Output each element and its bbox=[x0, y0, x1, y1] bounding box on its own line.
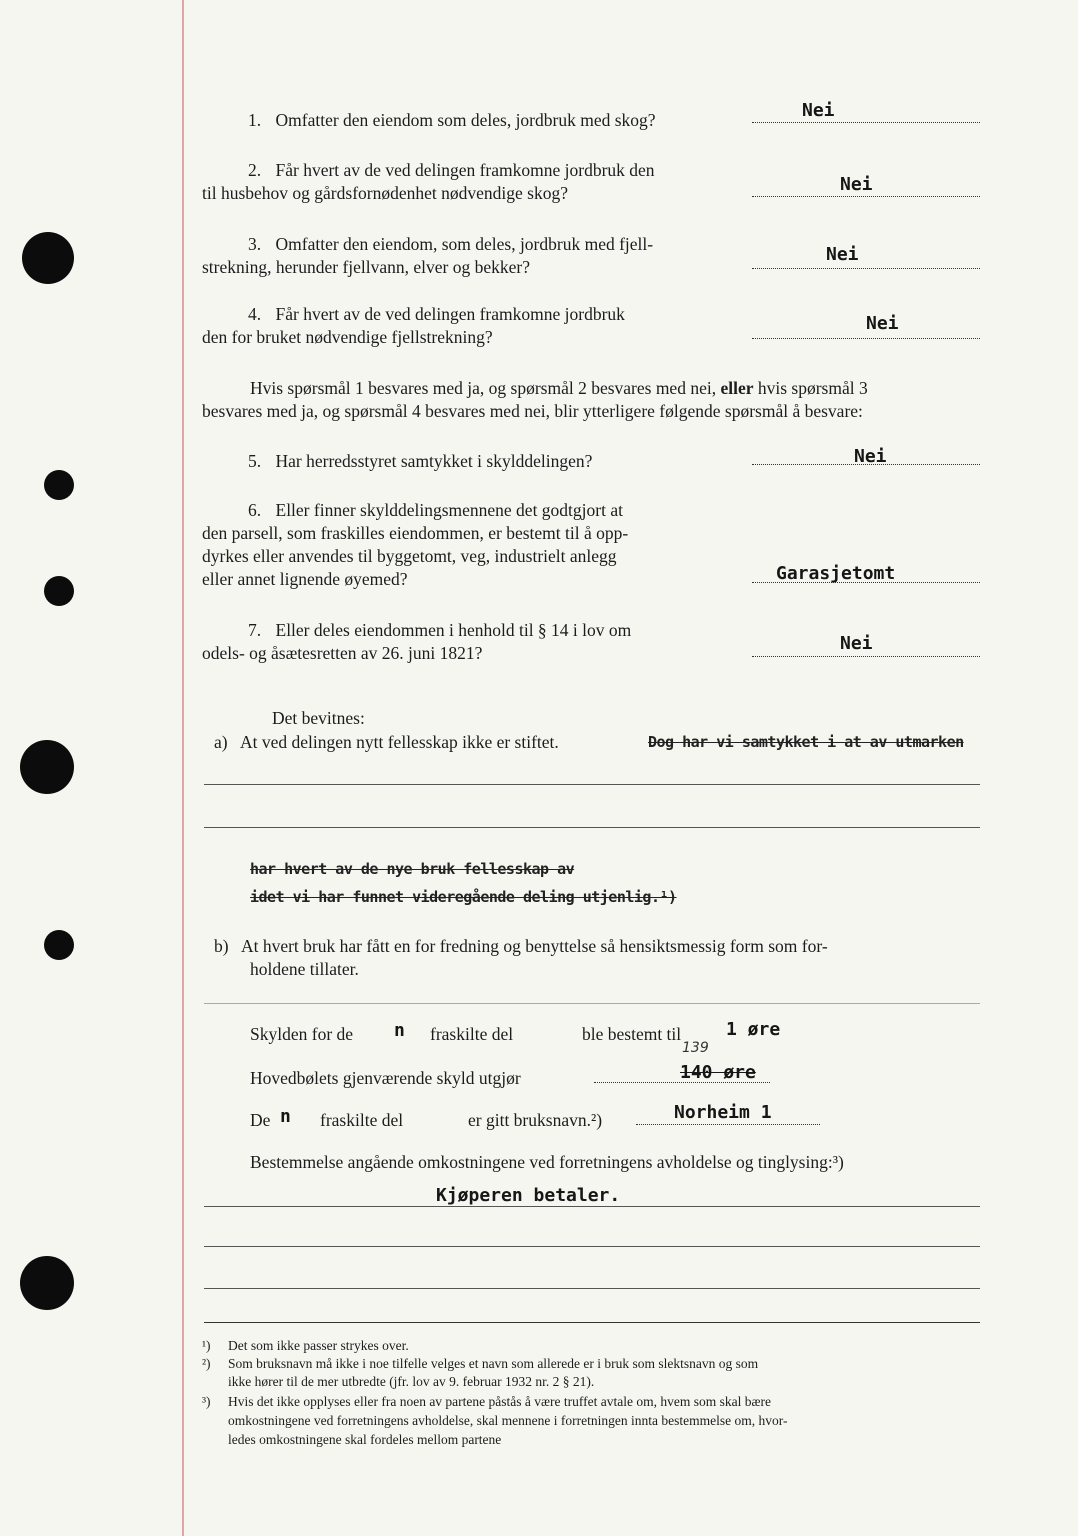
certify-b-line1 bbox=[214, 934, 828, 958]
question-text: Får hvert av de ved delingen framkomne jordbruk bbox=[275, 304, 625, 324]
footnote-3-line2: omkostningene ved forretningens avholdelse, skal mennene i forretningen innta bestemmelse om, hvor- bbox=[228, 1413, 788, 1428]
answer-q6: Garasjetomt bbox=[776, 563, 896, 584]
question-4-line1 bbox=[248, 302, 625, 326]
footnote-text: Hvis det ikke opplyses eller fra noen av partene påstås å være truffet avtale om, hvem som skal bære bbox=[228, 1394, 771, 1409]
punch-hole bbox=[44, 576, 74, 606]
question-7-line2: odels- og åsætesretten av 26. juni 1821? bbox=[202, 643, 483, 663]
question-number: 4. bbox=[248, 304, 262, 324]
question-6-line1 bbox=[248, 498, 623, 522]
question-number: 7. bbox=[248, 620, 262, 640]
answer-line bbox=[752, 196, 980, 197]
question-number: 3. bbox=[248, 234, 262, 254]
question-2-line2: til husbehov og gårdsfornødenhet nødvendige skog? bbox=[202, 183, 568, 203]
costs-value: Kjøperen betaler. bbox=[436, 1185, 621, 1206]
punch-hole bbox=[20, 1256, 74, 1310]
question-text: Omfatter den eiendom som deles, jordbruk med skog? bbox=[275, 110, 656, 130]
footnote-3-line3: ledes omkostningene skal fordeles mellom partene bbox=[228, 1432, 502, 1447]
skyld-line1 bbox=[250, 1022, 353, 1046]
skyld-text: ble bestemt til bbox=[582, 1024, 682, 1044]
question-6-line4: eller annet lignende øyemed? bbox=[202, 569, 408, 589]
blank-line bbox=[204, 1288, 980, 1289]
punch-hole bbox=[20, 740, 74, 794]
punch-hole bbox=[22, 232, 74, 284]
question-text: Omfatter den eiendom, som deles, jordbruk med fjell- bbox=[275, 234, 654, 254]
answer-line bbox=[752, 338, 980, 339]
footnote-text: Det som ikke passer strykes over. bbox=[228, 1338, 409, 1353]
blank-line bbox=[204, 827, 980, 828]
footnote-mark: ²) bbox=[202, 1356, 211, 1371]
blank-line bbox=[204, 1246, 980, 1247]
answer-q5: Nei bbox=[854, 446, 887, 467]
skyld-correction: 139 bbox=[682, 1040, 709, 1056]
answer-line bbox=[752, 656, 980, 657]
certify-a bbox=[214, 730, 559, 754]
skyld-text: Skylden for de bbox=[250, 1024, 354, 1044]
question-3-line2: strekning, herunder fjellvann, elver og bekker? bbox=[202, 257, 530, 277]
answer-q2: Nei bbox=[840, 174, 873, 195]
question-number: 1. bbox=[248, 110, 262, 130]
struck-text: idet vi har funnet videregående deling utjenlig.¹) bbox=[250, 888, 677, 906]
conditional-line2: besvares med ja, og spørsmål 4 besvares med nei, blir ytterligere følgende spørsmål å besvare: bbox=[202, 401, 863, 421]
footnote-2 bbox=[202, 1354, 759, 1373]
answer-line bbox=[636, 1124, 820, 1125]
struck-text: Dog har vi samtykket i at av utmarken bbox=[648, 733, 964, 751]
bruksnavn-value: Norheim 1 bbox=[674, 1102, 772, 1123]
question-3-line1 bbox=[248, 232, 653, 256]
answer-q1: Nei bbox=[802, 100, 835, 121]
item-label: a) bbox=[214, 732, 228, 752]
answer-line bbox=[752, 268, 980, 269]
question-6-line2: den parsell, som fraskilles eiendommen, er bestemt til å opp- bbox=[202, 523, 629, 543]
question-text: Eller deles eiendommen i henhold til § 14 i lov om bbox=[275, 620, 632, 640]
answer-q4: Nei bbox=[866, 313, 899, 334]
question-number: 2. bbox=[248, 160, 262, 180]
struck-text: har hvert av de nye bruk fellesskap av bbox=[250, 860, 575, 878]
answer-line bbox=[752, 122, 980, 123]
skyld-text: er gitt bruksnavn.²) bbox=[468, 1110, 603, 1130]
skyld-line2: Hovedbølets gjenværende skyld utgjør bbox=[250, 1068, 521, 1088]
skyld-value: 1 øre bbox=[726, 1019, 781, 1040]
skyld-remaining-value: 140 øre bbox=[680, 1062, 756, 1083]
blank-line bbox=[204, 784, 980, 785]
certify-heading: Det bevitnes: bbox=[272, 708, 365, 728]
question-5 bbox=[248, 449, 592, 473]
skyld-text: fraskilte del bbox=[430, 1024, 514, 1044]
footnote-text: Som bruksnavn må ikke i noe tilfelle velges et navn som allerede er i bruk som slektsnavn og som bbox=[228, 1356, 759, 1371]
footnote-3 bbox=[202, 1392, 771, 1411]
punch-hole bbox=[44, 930, 74, 960]
question-7-line1 bbox=[248, 618, 631, 642]
footnote-2-line2: ikke hører til de mer utbredte (jfr. lov av 9. februar 1932 nr. 2 § 21). bbox=[228, 1374, 595, 1389]
footnote-divider bbox=[204, 1322, 980, 1323]
item-label: b) bbox=[214, 936, 229, 956]
answer-q7: Nei bbox=[840, 633, 873, 654]
footnote-1 bbox=[202, 1336, 409, 1355]
skyld-text: fraskilte del bbox=[320, 1110, 404, 1130]
costs-label: Bestemmelse angående omkostningene ved forretningens avholdelse og tinglysing:³) bbox=[250, 1152, 844, 1172]
conditional-text: Hvis spørsmål 1 besvares med ja, og spørsmål 2 besvares med nei, bbox=[250, 378, 717, 398]
item-text: At ved delingen nytt fellesskap ikke er stiftet. bbox=[239, 732, 559, 752]
question-number: 6. bbox=[248, 500, 262, 520]
question-1 bbox=[248, 108, 656, 132]
footnote-mark: ³) bbox=[202, 1394, 211, 1409]
section-divider bbox=[204, 1003, 980, 1004]
skyld-fill: n bbox=[280, 1106, 291, 1127]
blank-line bbox=[204, 1206, 980, 1207]
answer-q3: Nei bbox=[826, 244, 859, 265]
item-text: At hvert bruk har fått en for fredning og benyttelse så hensiktsmessig form som for- bbox=[240, 936, 828, 956]
footnote-mark: ¹) bbox=[202, 1338, 211, 1353]
question-4-line2: den for bruket nødvendige fjellstrekning? bbox=[202, 327, 493, 347]
conditional-emphasis: eller bbox=[720, 378, 754, 398]
question-text: Eller finner skylddelingsmennene det godtgjort at bbox=[275, 500, 623, 520]
margin-line bbox=[182, 0, 184, 1536]
conditional-text: hvis spørsmål 3 bbox=[757, 378, 868, 398]
skyld-text: De bbox=[250, 1110, 271, 1130]
skyld-line3 bbox=[250, 1108, 270, 1132]
question-text: Får hvert av de ved delingen framkomne jordbruk den bbox=[275, 160, 655, 180]
question-2-line1 bbox=[248, 158, 655, 182]
skyld-fill: n bbox=[394, 1020, 405, 1041]
certify-b-line2: holdene tillater. bbox=[250, 959, 359, 979]
conditional-line1 bbox=[250, 376, 868, 400]
question-number: 5. bbox=[248, 451, 262, 471]
question-text: Har herredsstyret samtykket i skylddelingen? bbox=[275, 451, 593, 471]
question-6-line3: dyrkes eller anvendes til byggetomt, veg, industrielt anlegg bbox=[202, 546, 617, 566]
punch-hole bbox=[44, 470, 74, 500]
